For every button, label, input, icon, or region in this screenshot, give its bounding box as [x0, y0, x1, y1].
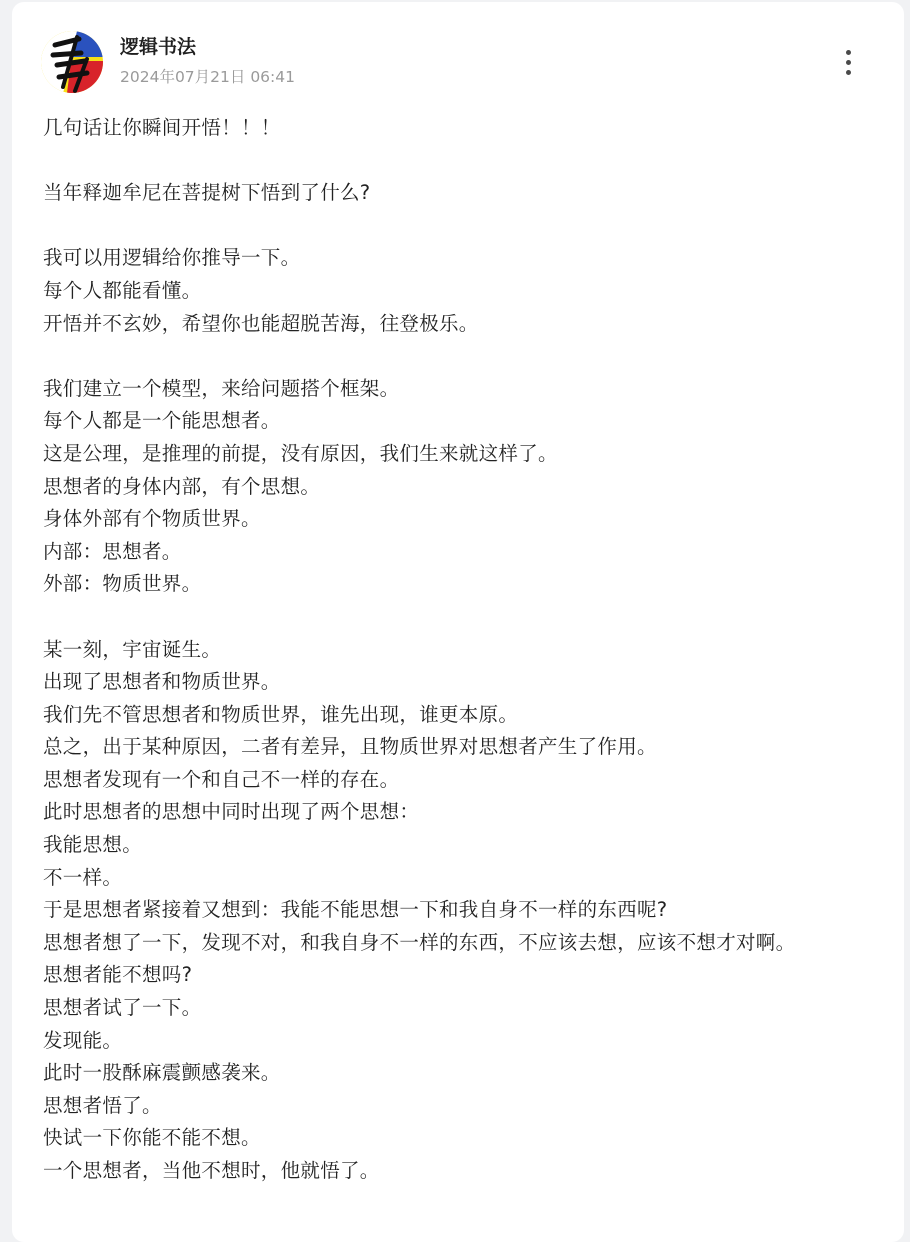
post-blank-line	[43, 601, 873, 634]
more-vertical-icon	[846, 70, 851, 75]
post-content	[43, 112, 873, 1188]
post-text-line: 思想者发现有一个和自己不一样的存在。	[43, 767, 400, 791]
post-text-line: 开悟并不玄妙，希望你也能超脱苦海，往登极乐。	[43, 311, 479, 335]
post-text-line: 思想者的身体内部，有个思想。	[43, 474, 321, 498]
post-card	[12, 2, 904, 1242]
post-text-line: 每个人都能看懂。	[43, 278, 202, 302]
post-text-line: 不一样。	[43, 865, 123, 889]
post-text-line: 我们建立一个模型，来给问题搭个框架。	[43, 376, 400, 400]
post-text-line: 这是公理，是推理的前提，没有原因，我们生来就这样了。	[43, 441, 558, 465]
post-text-line: 出现了思想者和物质世界。	[43, 670, 281, 694]
post-timestamp: 2024年07月21日 06:41	[120, 68, 295, 86]
post-text-line: 一个思想者，当他不想时，他就悟了。	[43, 1159, 380, 1182]
post-blank-line	[43, 340, 873, 373]
post-text-line: 外部：物质世界。	[43, 572, 202, 596]
more-options-button[interactable]	[830, 42, 866, 82]
post-text-line: 思想者试了一下。	[43, 996, 202, 1020]
post-text-line: 思想者悟了。	[43, 1093, 162, 1117]
post-text-line: 几句话让你瞬间开悟！！！	[43, 116, 281, 139]
post-blank-line	[43, 210, 873, 243]
author-name[interactable]: 逻辑书法	[120, 36, 197, 58]
more-vertical-icon	[846, 50, 851, 55]
post-text-line: 我能思想。	[43, 833, 143, 857]
post-text-line: 思想者想了一下，发现不对，和我自身不一样的东西，不应该去想，应该不想才对啊。	[43, 930, 796, 954]
post-text-line: 总之，出于某种原因，二者有差异，且物质世界对思想者产生了作用。	[43, 735, 657, 759]
post-text-line: 每个人都是一个能思想者。	[43, 409, 281, 433]
post-text-line: 思想者能不想吗?	[43, 963, 193, 987]
post-text-line: 我们先不管思想者和物质世界，谁先出现，谁更本原。	[43, 702, 519, 726]
avatar[interactable]	[41, 31, 103, 93]
post-text-line: 此时思想者的思想中同时出现了两个思想：	[43, 800, 420, 824]
post-text-line: 发现能。	[43, 1028, 123, 1052]
post-text-line: 身体外部有个物质世界。	[43, 507, 261, 531]
post-blank-line	[43, 145, 873, 178]
post-text-line: 某一刻，宇宙诞生。	[43, 637, 222, 661]
post-text-line: 于是思想者紧接着又想到：我能不能思想一下和我自身不一样的东西呢?	[43, 898, 668, 922]
post-text-line: 当年释迦牟尼在菩提树下悟到了什么?	[43, 181, 371, 205]
post-text-line: 内部：思想者。	[43, 539, 182, 563]
post-text-line: 此时一股酥麻震颤感袭来。	[43, 1061, 281, 1085]
more-vertical-icon	[846, 60, 851, 65]
avatar-logo-icon	[41, 31, 103, 93]
post-text-line: 快试一下你能不能不想。	[43, 1126, 261, 1150]
post-text-line: 我可以用逻辑给你推导一下。	[43, 246, 301, 270]
